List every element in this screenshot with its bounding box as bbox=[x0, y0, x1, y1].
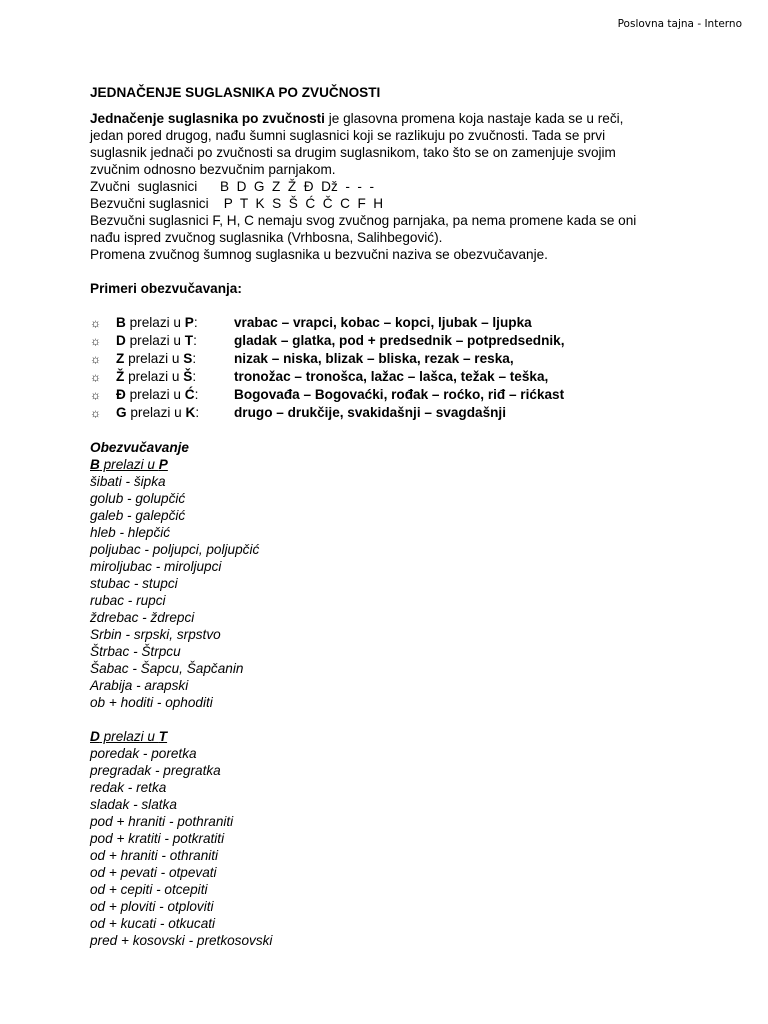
list-item: redak - retka bbox=[90, 780, 167, 795]
devoicing-section-heading: Obezvučavanje bbox=[90, 440, 189, 455]
example-row: ☼ Ž prelazi u Š: tronožac – tronošca, lažac – lašca, težak – teška, bbox=[90, 369, 549, 384]
list-item: Arabija - arapski bbox=[90, 678, 189, 693]
voiced-consonants-row: Zvučni suglasnici B D G Z Ž Đ Dž - - - bbox=[90, 179, 375, 194]
example-words: Bogovađa – Bogovaćki, rođak – roćko, riđ – rićkast bbox=[234, 387, 565, 402]
sun-bullet-icon: ☼ bbox=[90, 370, 101, 384]
sun-bullet-icon: ☼ bbox=[90, 388, 101, 402]
list-item: pred + kosovski - pretkosovski bbox=[90, 933, 273, 948]
list-item: poljubac - poljupci, poljupčić bbox=[90, 542, 260, 557]
intro-bold-lead: Jednačenje suglasnika po zvučnosti bbox=[90, 111, 325, 126]
list-item: od + ploviti - otploviti bbox=[90, 899, 214, 914]
list-item: ždrebac - ždrepci bbox=[90, 610, 195, 625]
example-row: ☼ D prelazi u T: gladak – glatka, pod + predsednik – potpredsednik, bbox=[90, 333, 565, 348]
sun-bullet-icon: ☼ bbox=[90, 334, 101, 348]
intro-line-3: suglasnik jednači po zvučnosti sa drugim suglasnikom, tako što se on zamenjuje svojim bbox=[90, 145, 616, 160]
example-words: gladak – glatka, pod + predsednik – potpredsednik, bbox=[234, 333, 565, 348]
intro-line-2: jedan pored drugog, nađu šumni suglasnici koji se razlikuju po zvučnosti. Tada se prvi bbox=[90, 128, 606, 143]
list-item: poredak - poretka bbox=[90, 746, 197, 761]
intro-line-1-rest: je glasovna promena koja nastaje kada se u reči, bbox=[324, 111, 624, 126]
list-item: šibati - šipka bbox=[90, 474, 166, 489]
list-item: hleb - hlepčić bbox=[90, 525, 171, 540]
list-item: od + pevati - otpevati bbox=[90, 865, 217, 880]
document-body bbox=[90, 84, 690, 949]
intro-line-4: zvučnim odnosno bezvučnim parnjakom. bbox=[90, 162, 336, 177]
example-row: ☼ Đ prelazi u Ć: Bogovađa – Bogovaćki, rođak – roćko, riđ – rićkast bbox=[90, 387, 565, 402]
list-item: sladak - slatka bbox=[90, 797, 177, 812]
list-item: pod + hraniti - pothraniti bbox=[90, 814, 234, 829]
confidentiality-header: Poslovna tajna - Interno bbox=[617, 18, 742, 30]
examples-heading: Primeri obezvučavanja: bbox=[90, 281, 242, 296]
sun-bullet-icon: ☼ bbox=[90, 316, 101, 330]
list-item: rubac - rupci bbox=[90, 593, 166, 608]
list-item: ob + hoditi - ophoditi bbox=[90, 695, 213, 710]
fhc-line-1: Bezvučni suglasnici F, H, C nemaju svog zvučnog parnjaka, pa nema promene kada se oni bbox=[90, 213, 637, 228]
list-item: Srbin - srpski, srpstvo bbox=[90, 627, 221, 642]
example-row: ☼ Z prelazi u S: nizak – niska, blizak – bliska, rezak – reska, bbox=[90, 351, 514, 366]
example-words: drugo – drukčije, svakidašnji – svagdašnji bbox=[234, 405, 506, 420]
sun-bullet-icon: ☼ bbox=[90, 352, 101, 366]
group-d-to-t bbox=[90, 728, 690, 949]
list-item: od + hraniti - othraniti bbox=[90, 848, 219, 863]
list-item: golub - golupčić bbox=[90, 491, 186, 506]
group-heading-b-p: B prelazi u P bbox=[90, 457, 168, 472]
list-item: stubac - stupci bbox=[90, 576, 178, 591]
document-title: JEDNAČENJE SUGLASNIKA PO ZVUČNOSTI bbox=[90, 85, 381, 100]
intro-paragraph bbox=[90, 110, 690, 263]
list-item: od + kucati - otkucati bbox=[90, 916, 216, 931]
voiceless-consonants-row: Bezvučni suglasnici P T K S Š Ć Č C F H bbox=[90, 196, 384, 211]
example-row: ☼ G prelazi u K: drugo – drukčije, svakidašnji – svagdašnji bbox=[90, 405, 506, 420]
list-item: galeb - galepčić bbox=[90, 508, 186, 523]
list-item: pregradak - pregratka bbox=[90, 763, 221, 778]
fhc-line-2: nađu ispred zvučnog suglasnika (Vrhbosna, Salihbegović). bbox=[90, 230, 443, 245]
example-words: tronožac – tronošca, lažac – lašca, težak – teška, bbox=[234, 369, 549, 384]
examples-list bbox=[90, 314, 690, 422]
list-item: Štrbac - Štrpcu bbox=[90, 644, 181, 659]
group-heading-d-t: D prelazi u T bbox=[90, 729, 168, 744]
list-item: miroljubac - miroljupci bbox=[90, 559, 222, 574]
example-words: vrabac – vrapci, kobac – kopci, ljubak – ljupka bbox=[234, 315, 532, 330]
sun-bullet-icon: ☼ bbox=[90, 406, 101, 420]
group-b-to-p bbox=[90, 456, 690, 711]
devoicing-definition: Promena zvučnog šumnog suglasnika u bezvučni naziva se obezvučavanje. bbox=[90, 247, 548, 262]
intro-line-1 bbox=[90, 110, 690, 127]
list-item: od + cepiti - otcepiti bbox=[90, 882, 208, 897]
example-words: nizak – niska, blizak – bliska, rezak – reska, bbox=[234, 351, 514, 366]
list-item: Šabac - Šapcu, Šapčanin bbox=[90, 661, 244, 676]
list-item: pod + kratiti - potkratiti bbox=[90, 831, 225, 846]
example-row: ☼ B prelazi u P: vrabac – vrapci, kobac – kopci, ljubak – ljupka bbox=[90, 315, 532, 330]
